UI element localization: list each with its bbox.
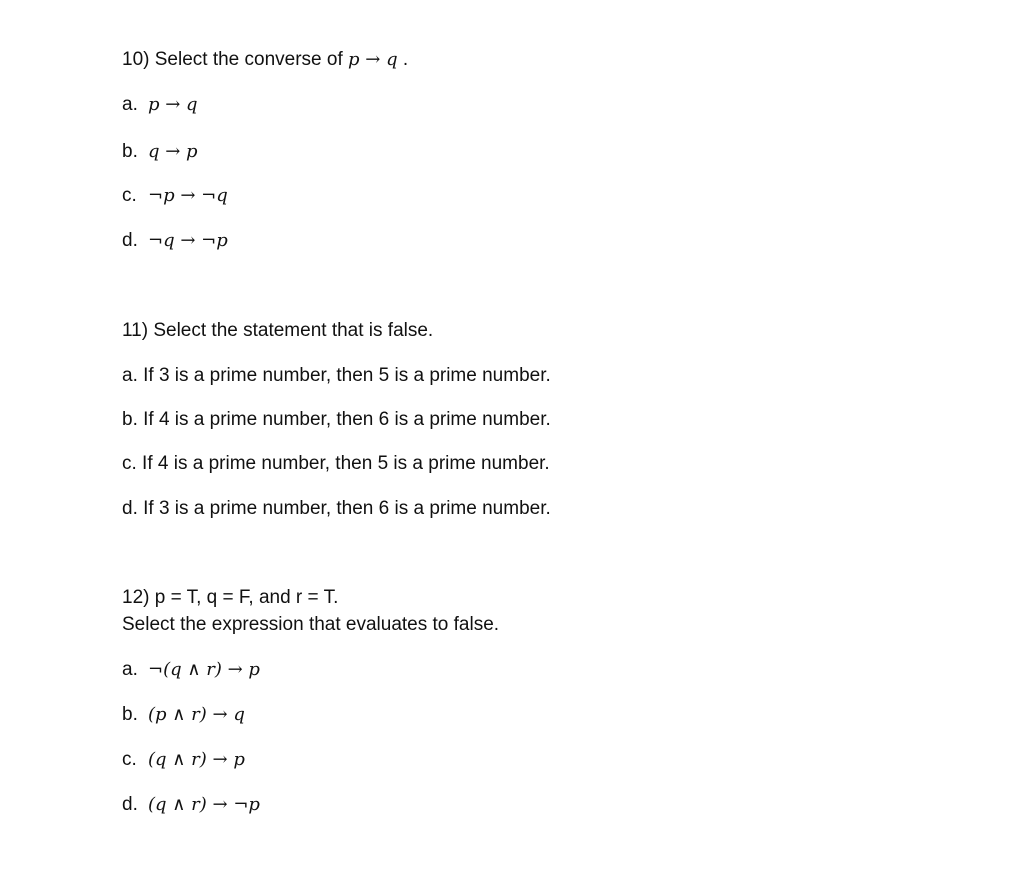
- option-label: c.: [122, 749, 137, 770]
- option-expr: (p ∧ r) → q: [148, 704, 245, 725]
- option-11a[interactable]: a. If 3 is a prime number, then 5 is a prime number.: [122, 365, 551, 386]
- option-label: b.: [122, 141, 138, 162]
- question-10-prompt: [122, 48, 408, 72]
- option-label: c.: [122, 185, 137, 206]
- option-expr: q → p: [148, 141, 198, 162]
- option-10b[interactable]: [122, 140, 198, 164]
- option-label: a.: [122, 94, 138, 115]
- option-label: a.: [122, 659, 138, 680]
- question-12-prompt: Select the expression that evaluates to false.: [122, 614, 500, 635]
- option-expr: (q ∧ r) → ¬p: [148, 794, 260, 815]
- option-11c[interactable]: c. If 4 is a prime number, then 5 is a prime number.: [122, 453, 550, 474]
- prompt-end: .: [397, 49, 409, 70]
- option-label: d.: [122, 230, 138, 251]
- option-label: d.: [122, 794, 138, 815]
- option-10c[interactable]: [122, 184, 228, 208]
- question-11-prompt: 11) Select the statement that is false.: [122, 320, 434, 341]
- option-12d[interactable]: [122, 793, 260, 817]
- question-12-given: 12) p = T, q = F, and r = T.: [122, 587, 339, 608]
- prompt-text: 10) Select the converse of: [122, 49, 349, 70]
- option-expr: ¬(q ∧ r) → p: [148, 659, 260, 680]
- option-expr: p → q: [148, 94, 198, 115]
- option-12b[interactable]: [122, 703, 245, 727]
- option-11b[interactable]: b. If 4 is a prime number, then 6 is a prime number.: [122, 409, 551, 430]
- option-10d[interactable]: [122, 229, 228, 253]
- option-expr: ¬p → ¬q: [148, 185, 228, 206]
- option-10a[interactable]: [122, 93, 198, 117]
- option-12a[interactable]: [122, 658, 260, 682]
- option-11d[interactable]: d. If 3 is a prime number, then 6 is a prime number.: [122, 498, 551, 519]
- prompt-math: p → q: [348, 49, 398, 70]
- option-expr: ¬q → ¬p: [148, 230, 228, 251]
- option-expr: (q ∧ r) → p: [148, 749, 245, 770]
- option-12c[interactable]: [122, 748, 245, 772]
- option-label: b.: [122, 704, 138, 725]
